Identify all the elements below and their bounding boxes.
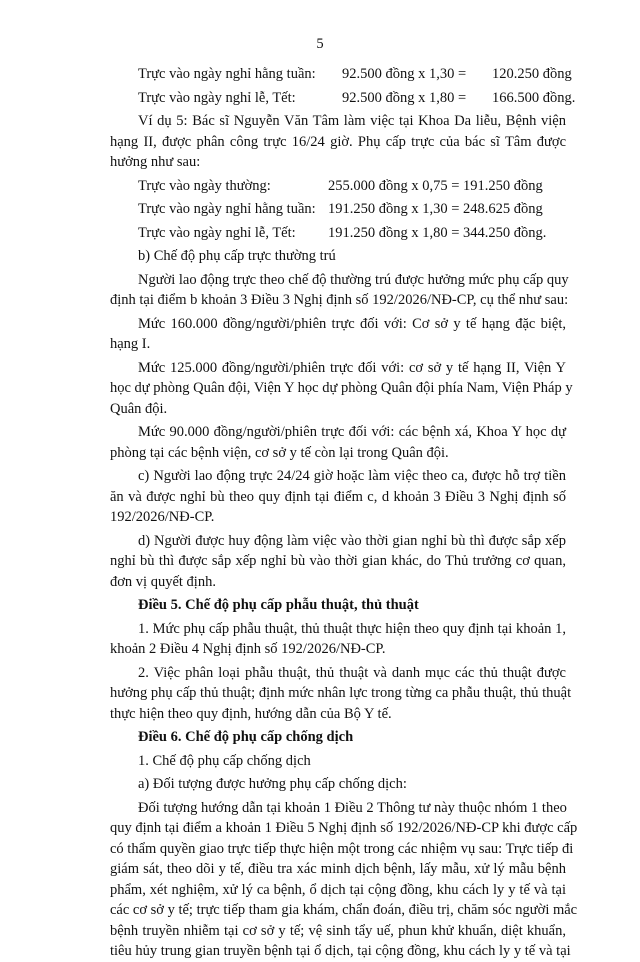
text-line: tiêu hủy trung gian truyền bệnh tại ổ dịch, tại cộng đồng, khu cách ly y tế và tại xyxy=(110,943,571,959)
text-line: hưởng như sau: xyxy=(110,154,201,170)
text-line: định tại điểm b khoản 3 Điều 3 Nghị định số 192/2026/NĐ-CP, cụ thể như sau: xyxy=(110,292,569,308)
text-line: 1. Chế độ phụ cấp chống dịch xyxy=(138,752,311,769)
document-body xyxy=(110,64,578,962)
text-line: Trực vào ngày nghỉ lễ, Tết: 92.500 đồng x 1,80 = 166.500 đồng. xyxy=(138,89,576,106)
text-line: quy định tại điểm a khoản 1 Điều 5 Nghị định số 192/2026/NĐ-CP khi được cấp xyxy=(110,820,578,836)
text-line: Mức 160.000 đồng/người/phiên trực đối với: Cơ sở y tế hạng đặc biệt, xyxy=(138,315,566,332)
text-line: nghỉ bù thì được sắp xếp nghỉ bù vào thời gian khác, do Thủ trưởng cơ quan, xyxy=(110,553,566,569)
text-line: Trực vào ngày nghỉ hằng tuần: 191.250 đồng x 1,30 = 248.625 đồng xyxy=(138,201,543,217)
text-line: thực hiện theo quy định, hướng dẫn của Bộ Y tế. xyxy=(110,705,392,722)
text-line: a) Đối tượng được hưởng phụ cấp chống dịch: xyxy=(138,776,407,792)
text-line: Trực vào ngày thường: 255.000 đồng x 0,75 = 191.250 đồng xyxy=(138,177,543,194)
text-line: hưởng phụ cấp thủ thuật; định mức nhân lực trong từng ca phẫu thuật, thủ thuật xyxy=(110,685,572,701)
section-heading: Điều 5. Chế độ phụ cấp phẫu thuật, thủ thuật xyxy=(138,597,419,613)
text-line: giám sát, theo dõi y tế, điều tra xác minh dịch bệnh, lấy mẫu, xử lý mẫu bệnh xyxy=(110,861,566,877)
text-line: 2. Việc phân loại phẫu thuật, thủ thuật và danh mục các thủ thuật được xyxy=(138,664,566,681)
text-line: Người lao động trực theo chế độ thường trú được hưởng mức phụ cấp quy xyxy=(138,271,569,288)
text-line: Mức 125.000 đồng/người/phiên trực đối với: cơ sở y tế hạng II, Viện Y xyxy=(138,359,566,376)
section-heading: Điều 6. Chế độ phụ cấp chống dịch xyxy=(138,729,354,745)
text-line: khoản 2 Điều 4 Nghị định số 192/2026/NĐ-CP. xyxy=(110,641,386,657)
text-line: có thẩm quyền giao trực tiếp thực hiện một trong các nhiệm vụ sau: Trực tiếp đi xyxy=(110,840,574,857)
text-line: c) Người lao động trực 24/24 giờ hoặc làm việc theo ca, được hỗ trợ tiền xyxy=(138,468,566,484)
text-line: bệnh truyền nhiễm tại cơ sở y tế; vệ sinh tẩy uế, phun khử khuẩn, diệt khuẩn, xyxy=(110,922,566,939)
text-line: các cơ sở y tế; trực tiếp tham gia khám, chẩn đoán, điều trị, chăm sóc người mắc xyxy=(110,902,578,918)
text-line: Trực vào ngày nghỉ lễ, Tết: 191.250 đồng x 1,80 = 344.250 đồng. xyxy=(138,224,547,241)
text-line: phẩm, xét nghiệm, xử lý ca bệnh, ổ dịch tại cộng đồng, khu cách ly y tế và tại xyxy=(110,881,566,898)
text-line: 1. Mức phụ cấp phẫu thuật, thủ thuật thực hiện theo quy định tại khoản 1, xyxy=(138,620,566,637)
text-line: đơn vị quyết định. xyxy=(110,573,216,590)
text-line: b) Chế độ phụ cấp trực thường trú xyxy=(138,248,336,264)
page-number: 5 xyxy=(316,36,324,52)
text-line: Trực vào ngày nghỉ hằng tuần: 92.500 đồng x 1,30 = 120.250 đồng xyxy=(138,66,572,82)
text-line: Ví dụ 5: Bác sĩ Nguyễn Văn Tâm làm việc tại Khoa Da liễu, Bệnh viện xyxy=(138,113,566,129)
text-line: Mức 90.000 đồng/người/phiên trực đối với: các bệnh xá, Khoa Y học dự xyxy=(138,424,566,440)
text-line: phòng tại các bệnh viện, cơ sở y tế còn lại trong Quân đội. xyxy=(110,444,449,461)
text-line: ăn và được nghỉ bù theo quy định tại điểm c, d khoản 3 Điều 3 Nghị định số xyxy=(110,488,566,505)
text-line: Quân đội. xyxy=(110,400,168,417)
text-line: học dự phòng Quân đội, Viện Y học dự phòng Quân đội phía Nam, Viện Pháp y xyxy=(110,380,573,396)
text-line: 192/2026/NĐ-CP. xyxy=(110,509,215,525)
text-line: d) Người được huy động làm việc vào thời gian nghỉ bù thì được sắp xếp xyxy=(138,532,566,549)
text-line: hạng II, được phân công trực 16/24 giờ. Phụ cấp trực của bác sĩ Tâm được xyxy=(110,133,566,150)
text-line: hạng I. xyxy=(110,336,151,352)
text-line: Đối tượng hướng dẫn tại khoản 1 Điều 2 Thông tư này thuộc nhóm 1 theo xyxy=(138,799,567,816)
